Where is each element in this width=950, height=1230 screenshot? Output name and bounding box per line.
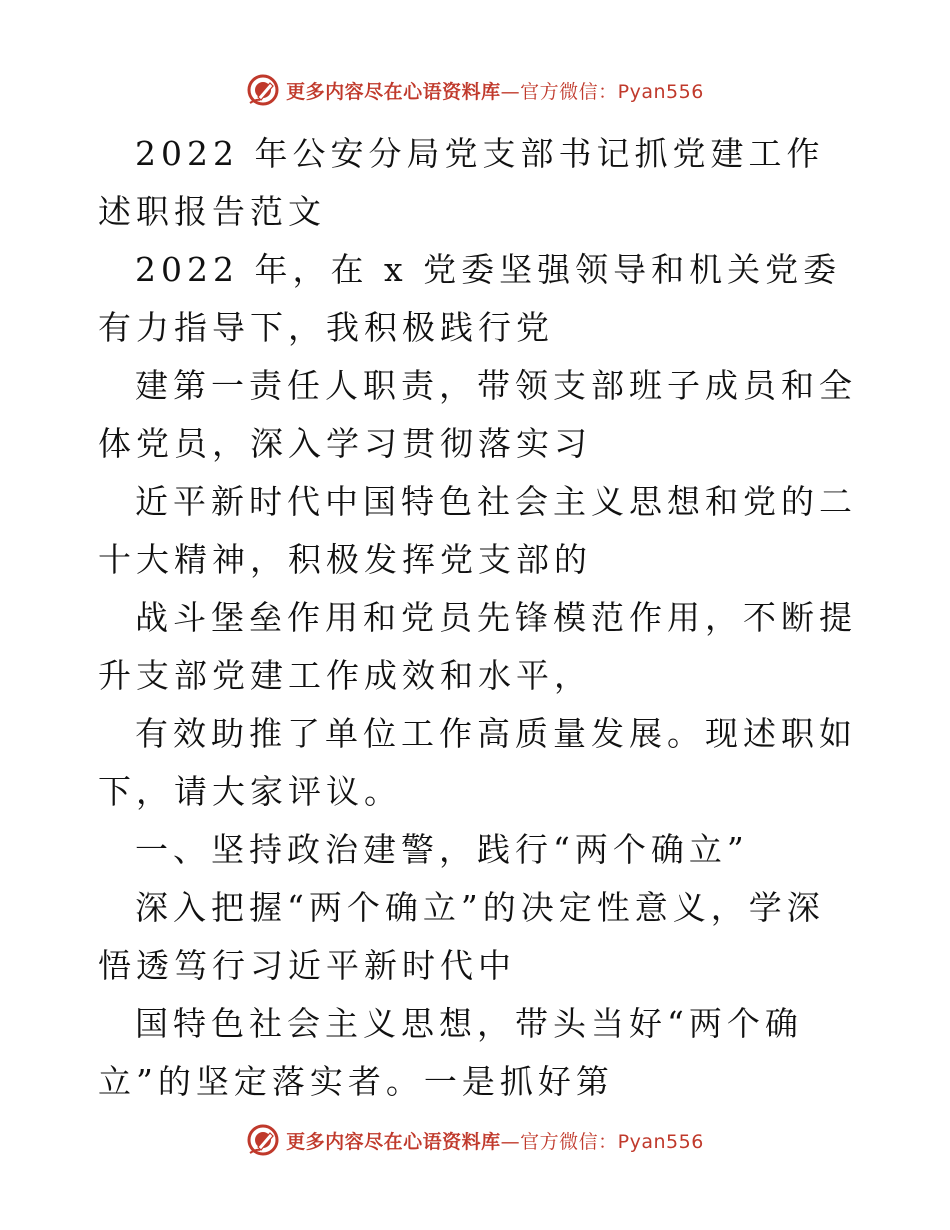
paragraph: 近平新时代中国特色社会主义思想和党的二十大精神，积极发挥党支部的 <box>98 482 857 579</box>
pen-logo-icon <box>246 73 280 107</box>
watermark-main-text: 更多内容尽在心语资料库 <box>286 1130 501 1153</box>
watermark-separator: — <box>500 80 521 103</box>
paragraph: 2022 年，在 x 党委坚强领导和机关党委有力指导下，我积极践行党 <box>98 250 842 347</box>
watermark-header <box>0 70 950 110</box>
pen-logo-icon <box>246 1123 280 1157</box>
watermark-separator: — <box>500 1130 521 1153</box>
paragraph: 有效助推了单位工作高质量发展。现述职如下，请大家评议。 <box>98 714 857 811</box>
paragraph: 国特色社会主义思想，带头当好“两个确立”的坚定落实者。一是抓好第 <box>98 1004 803 1101</box>
section-heading: 一、坚持政治建警，践行“两个确立” <box>135 830 749 869</box>
watermark-footer <box>0 1120 950 1160</box>
watermark-main-text: 更多内容尽在心语资料库 <box>286 80 501 103</box>
paragraph: 建第一责任人职责，带领支部班子成员和全体党员，深入学习贯彻落实习 <box>98 366 857 463</box>
watermark-contact-text: 官方微信：Pyan556 <box>520 1130 704 1153</box>
document-body <box>98 125 858 1111</box>
watermark-contact-text: 官方微信：Pyan556 <box>520 80 704 103</box>
document-title: 2022 年公安分局党支部书记抓党建工作述职报告范文 <box>98 134 825 231</box>
paragraph: 战斗堡垒作用和党员先锋模范作用，不断提升支部党建工作成效和水平， <box>98 598 857 695</box>
paragraph: 深入把握“两个确立”的决定性意义，学深悟透笃行习近平新时代中 <box>98 888 825 985</box>
